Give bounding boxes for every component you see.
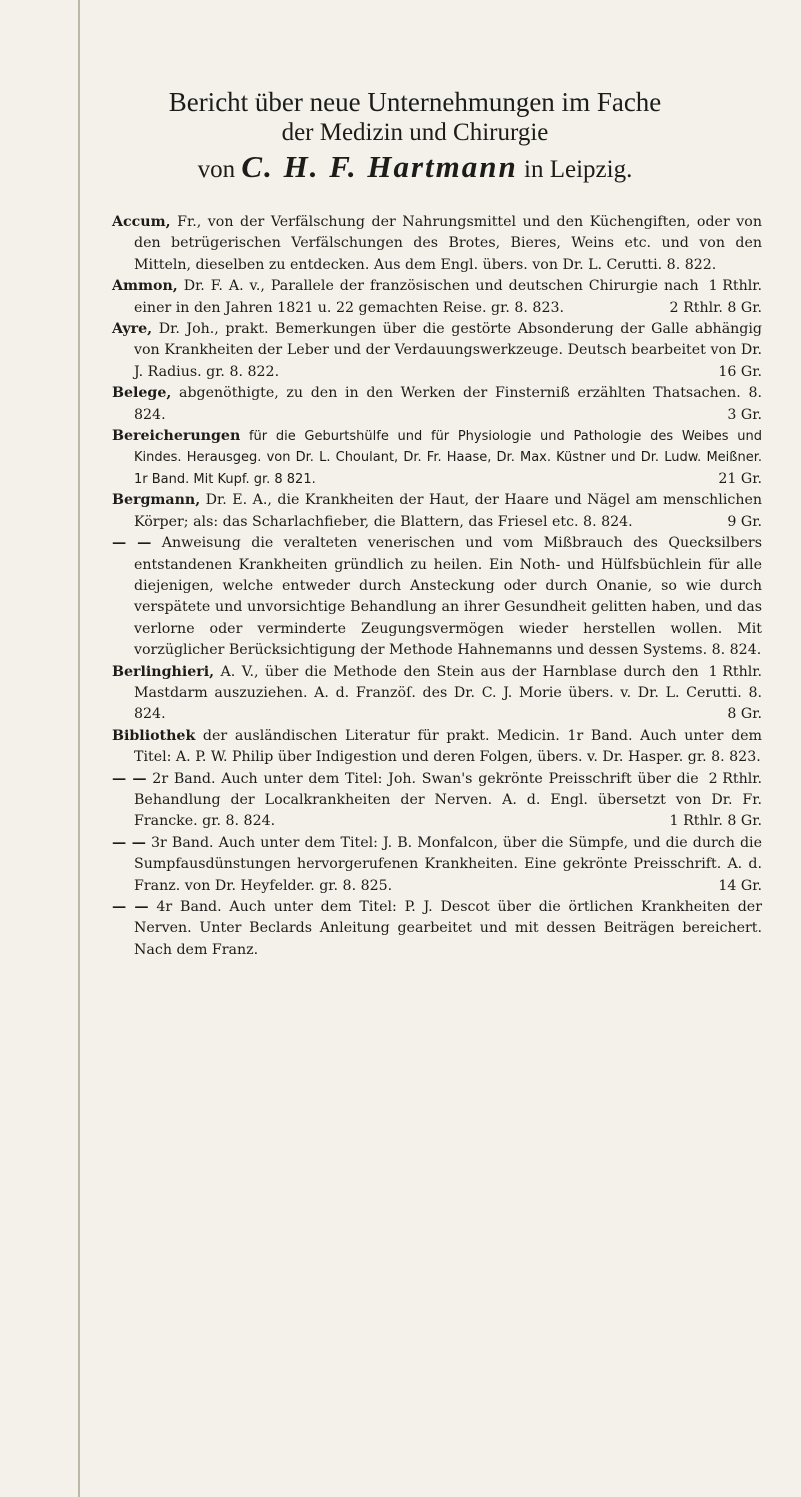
- header-author: C. H. F. Hartmann: [241, 149, 518, 184]
- entry-author: Ayre,: [112, 321, 153, 338]
- entry-text: 2r Band. Auch unter dem Titel: Joh. Swan's gekrönte Preisschrift über die Behandlung der Localkrankheiten der Nerven. A. d. Engl. übersetzt von Dr. Fr. Francke. gr. 8. 824.: [134, 770, 762, 830]
- entry-text: Dr. Joh., prakt. Bemerkungen über die gestörte Absonderung der Galle abhängig von Krankheiten der Leber und der Verdauungswerkzeuge. Deutsch bearbeitet von Dr. J. Radius. gr. 8. 822.: [134, 321, 762, 380]
- catalog-entry: [112, 383, 762, 426]
- entry-text: Dr. F. A. v., Parallele der französischen und deutschen Chirurgie nach einer in den Jahren 1821 u. 22 gemachten Reise. gr. 8. 823.: [134, 278, 699, 316]
- entry-price: 16 Gr.: [718, 363, 762, 380]
- header-title-line2: der Medizin und Chirurgie: [281, 119, 549, 146]
- catalog-entry: [112, 897, 762, 961]
- catalog-entry: [112, 276, 762, 319]
- entry-text: abgenöthigte, zu den in den Werken der Finsterniß erzählten Thatsachen. 8. 824.: [134, 385, 762, 423]
- entry-price: 2 Rthlr. 8 Gr.: [669, 299, 762, 316]
- catalog-entry: [112, 662, 762, 726]
- entry-price: 1 Rthlr.: [708, 663, 762, 680]
- catalog-entry: [112, 319, 762, 383]
- header-title-line1: Bericht über neue Unternehmungen im Fache: [168, 87, 662, 117]
- entry-text: für die Geburtshülfe und für Physiologie und Pathologie des Weibes und Kindes. Herausgeg. von Dr. L. Choulant, Dr. Fr. Haase, Dr. Max. Küstner und Dr. Ludw. Meißner. 1r Band. Mit Kupf. gr. 8 821.: [134, 429, 762, 487]
- document-header: [70, 86, 760, 189]
- entry-text: Dr. E. A., die Krankheiten der Haut, der Haare und Nägel am menschlichen Körper; als: das Scharlachfieber, die Blattern, das Friesel etc. 8. 824.: [134, 492, 762, 530]
- entry-text: 3r Band. Auch unter dem Titel: J. B. Monfalcon, über die Sümpfe, und die durch die Sumpfausdünstungen hervorgerufenen Krankheiten. Eine gekrönte Preisschrift. A. d. Franz. von Dr. Heyfelder. gr. 8. 825.: [134, 834, 762, 894]
- catalog-entry: [112, 833, 762, 897]
- catalog-entry: [112, 726, 762, 787]
- entry-text: Fr., von der Verfälschung der Nahrungsmittel und den Küchengiften, oder von den betrügerischen Verfälschungen des Brotes, Bieres, Weins etc. und von den Mitteln, dieselben zu entdecken. Aus dem Engl. übers. von Dr. L. Cerutti. 8. 822.: [134, 214, 762, 273]
- entry-price: 9 Gr.: [727, 513, 762, 530]
- header-author-line: [70, 148, 760, 189]
- entry-price: 8 Gr.: [727, 706, 762, 723]
- header-location: in Leipzig.: [524, 156, 633, 183]
- entry-author: Ammon,: [112, 278, 178, 295]
- entry-author: — —: [112, 770, 147, 787]
- entry-price: 3 Gr.: [727, 406, 762, 423]
- catalog-entries: [112, 212, 762, 961]
- entry-author: Bibliothek: [112, 727, 196, 744]
- entry-author: — —: [112, 899, 149, 915]
- entry-text: Anweisung die veralteten venerischen und vom Mißbrauch des Quecksilbers entstandenen Krankheiten gründlich zu heilen. Ein Noth- und Hülfsbüchlein für alle diejenigen, welche entweder durch Ansteckung oder durch Onanie, so wie durch verspätete und unvorsichtige Behandlung an ihrer Gesundheit gelitten haben, und das verlorne oder verminderte Zeugungsvermögen wieder herstellen wollen. Mit vorzüglicher Berücksichtigung der Methode Hahnemanns und dessen Systems. 8. 824.: [134, 535, 762, 659]
- page-edge-rule: [78, 0, 80, 1497]
- entry-text: der ausländischen Literatur für prakt. Medicin. 1r Band. Auch unter dem Titel: A. P. W. Philip über Indigestion und deren Folgen, übers. v. Dr. Hasper. gr. 8. 823.: [134, 727, 762, 766]
- entry-author: — —: [112, 535, 152, 552]
- catalog-entry: [112, 769, 762, 833]
- entry-price: 14 Gr.: [718, 877, 762, 894]
- header-von: von: [197, 156, 236, 183]
- entry-price: 21 Gr.: [718, 470, 762, 487]
- entry-text: A. V., über die Methode den Stein aus der Harnblase durch den Mastdarm auszuziehen. A. d. Franzöſ. des Dr. C. J. Morie übers. v. Dr. L. Cerutti. 8. 824.: [134, 663, 762, 723]
- entry-author: Accum,: [112, 214, 171, 230]
- entry-author: Belege,: [112, 385, 172, 402]
- entry-author: Bergmann,: [112, 492, 201, 509]
- catalog-entry: [112, 426, 762, 490]
- entry-price: 2 Rthlr.: [708, 770, 762, 787]
- entry-text: 4r Band. Auch unter dem Titel: P. J. Descot über die örtlichen Krankheiten der Nerven. Unter Beclards Anleitung gearbeitet und mit dessen Beiträgen bereichert. Nach dem Franz.: [134, 899, 762, 958]
- entry-price: 1 Rthlr.: [708, 278, 762, 295]
- entry-price: 1 Rthlr. 8 Gr.: [669, 813, 762, 830]
- entry-author: Bereicherungen: [112, 428, 241, 445]
- entry-author: — —: [112, 834, 146, 851]
- entry-author: Berlinghieri,: [112, 663, 215, 680]
- catalog-entry: [112, 490, 762, 533]
